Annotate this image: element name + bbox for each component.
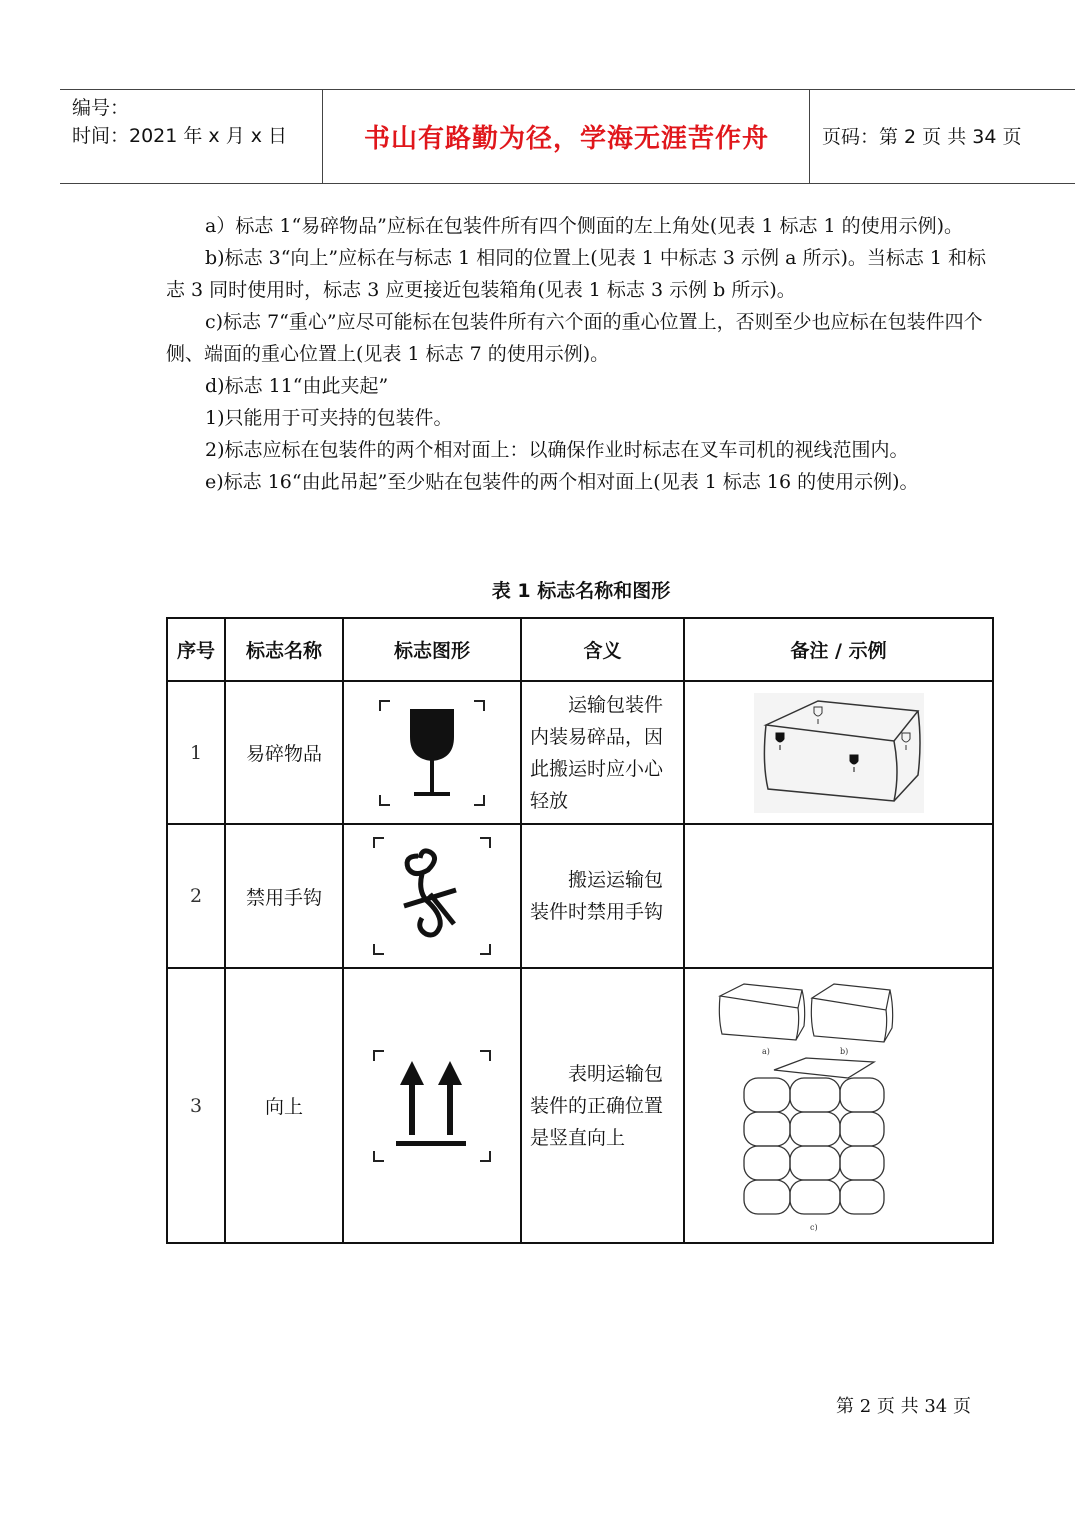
mark-symbol-cell [343,968,521,1243]
meaning-text: 运输包装件内装易碎品，因此搬运时应小心轻放 [530,693,664,812]
this-way-up-icon [370,1047,494,1165]
header-meta [72,94,287,150]
mark-name: 禁用手钩 [225,824,343,968]
example-cell-empty [684,824,993,968]
document-number-label: 编号： [72,97,130,119]
mark-meaning [521,968,684,1243]
mark-symbol-cell [343,824,521,968]
example-label-c: c) [809,1223,818,1232]
mark-meaning [521,824,684,968]
document-time: 时间：2021 年 x 月 x 日 [72,125,288,147]
paragraph: c)标志 7“重心”应尽可能标在包装件所有六个面的重心位置上，否则至少也应标在包装件四个侧、端面的重心位置上(见表 1 标志 7 的使用示例)。 [166,311,983,365]
example-label-a: a) [761,1047,770,1056]
meaning-text: 搬运运输包装件时禁用手钩 [530,869,664,923]
paragraph: 2)标志应标在包装件的两个相对面上：以确保作业时标志在叉车司机的视线范围内。 [205,439,909,461]
paragraph: d)标志 11“由此夹起” [205,375,389,397]
row-number: 3 [167,968,225,1243]
paragraph: a）标志 1“易碎物品”应标在包装件所有四个侧面的左上角处(见表 1 标志 1 的使用示例)。 [205,215,964,237]
example-label-b: b) [839,1047,848,1056]
header-cell: 序号 [167,618,225,681]
paragraph: 1)只能用于可夹持的包装件。 [205,407,453,429]
marks-table [166,617,994,1244]
table-header-row [167,618,993,681]
fragile-glass-icon [376,697,488,809]
mark-name: 易碎物品 [225,681,343,824]
header-cell: 备注 / 示例 [684,618,993,681]
mark-name: 向上 [225,968,343,1243]
no-hook-icon [370,834,494,958]
header-cell: 含义 [521,618,684,681]
table-row [167,968,993,1243]
meaning-text: 表明运输包装件的正确位置是竖直向上 [530,1062,664,1149]
page-footer: 第 2 页 共 34 页 [836,1396,971,1417]
page-header [60,89,1075,184]
header-page-info: 页码：第 2 页 共 34 页 [822,126,1022,148]
fragile-box-example [754,693,924,813]
paragraph: e)标志 16“由此吊起”至少贴在包装件的两个相对面上(见表 1 标志 16 的使用示例)。 [205,471,919,493]
upright-boxes-example [714,978,964,1233]
table-row [167,824,993,968]
mark-meaning [521,681,684,824]
row-number: 1 [167,681,225,824]
header-cell: 标志图形 [343,618,521,681]
table-caption: 表 1 标志名称和图形 [491,580,671,602]
example-cell [684,681,993,824]
header-motto: 书山有路勤为径，学海无涯苦作舟 [363,124,769,154]
example-cell [684,968,993,1243]
body-text [166,210,996,498]
paragraph: b)标志 3“向上”应标在与标志 1 相同的位置上(见表 1 中标志 3 示例 a 所示)。当标志 1 和标志 3 同时使用时，标志 3 应更接近包装箱角(见表 1 标志 3 示例 b 所示)。 [166,247,987,301]
table-row [167,681,993,824]
mark-symbol-cell [343,681,521,824]
header-cell: 标志名称 [225,618,343,681]
row-number: 2 [167,824,225,968]
